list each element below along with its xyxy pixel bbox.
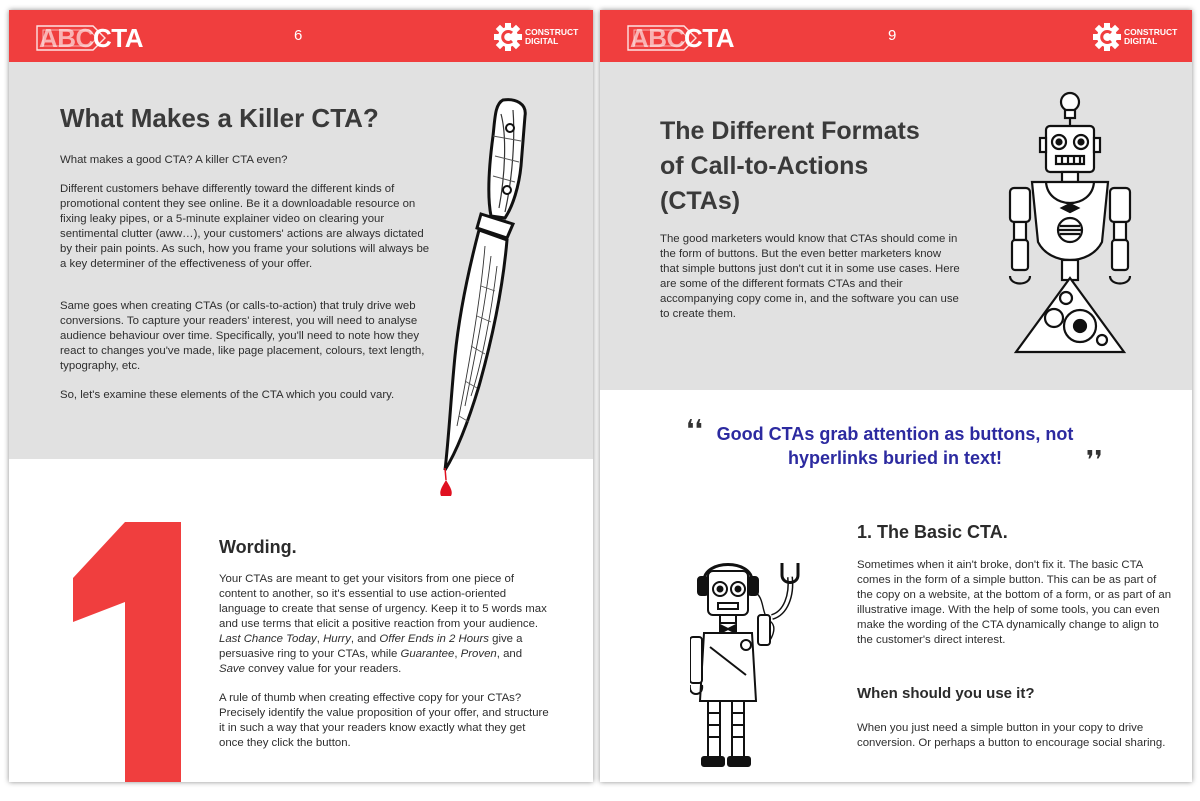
section-title: 1. The Basic CTA. <box>857 522 1008 542</box>
section-number-one <box>73 522 193 782</box>
knife-illustration <box>421 96 533 496</box>
sub-title: When should you use it? <box>857 685 1035 702</box>
logo-prefix: ABC <box>39 23 94 53</box>
robot-lightbulb-illustration <box>1000 90 1140 360</box>
logo-suffix: CTA <box>93 23 144 53</box>
gear-logo-icon <box>1092 22 1122 52</box>
page-number: 9 <box>888 27 897 44</box>
brand-name: CONSTRUCT DIGITAL <box>525 27 579 46</box>
when-paragraph: When you just need a simple button in your copy to drive conversion. Or perhaps a button to encourage social sharing. <box>857 722 1166 749</box>
brand-name: CONSTRUCT DIGITAL <box>1124 27 1178 46</box>
logo-suffix: CTA <box>684 23 735 53</box>
wording-paragraph: A rule of thumb when creating effective copy for your CTAs? Precisely identify the value proposition of your offer, and structure it in such a way that your readers know exactly what they get once they click the button. <box>219 692 549 749</box>
page-title: What Makes a Killer CTA? <box>60 103 379 133</box>
basic-cta-paragraph: Sometimes when it ain't broke, don't fix it. The basic CTA comes in the form of a simple button. This can be as part of the copy on a website, at the bottom of a form, or as part of an illustrative image. With the help of some tools, you can even make the wording of the CTA dynamically change to align to the customer's direct interest. <box>857 559 1172 646</box>
intro-paragraph: Different customers behave differently toward the different kinds of promotional content they see online. Be it a downloadable resource on fixing leaky pipes, or a 5-minute explainer video on clearing your sentimental clutter (aww…), your customers' actions are always dictated by their pain points. As such, how you frame your solutions will always be a key determiner of the effectiveness of your offer. <box>60 183 430 270</box>
page-title: The Different Formats of Call-to-Actions (CTAs) <box>660 117 920 215</box>
page-left <box>9 10 593 782</box>
pull-quote: Good CTAs grab attention as buttons, not hyperlinks buried in text! <box>716 424 1074 468</box>
abc-cta-logo <box>35 20 145 52</box>
section-number: 1 <box>73 522 74 523</box>
page-header <box>9 10 593 62</box>
page-header <box>600 10 1192 62</box>
section-title: Wording. <box>219 537 297 557</box>
gear-logo-icon <box>493 22 523 52</box>
intro-paragraph: The good marketers would know that CTAs should come in the form of buttons. But the even better marketers know that simple buttons just don't cut it in some use cases. Here are some of the different formats CTAs and their accompanying copy come in, and the software you can use to create them. <box>660 233 960 320</box>
robot-headphones-illustration <box>690 555 830 770</box>
quote-open-icon: ❛❛ <box>686 415 703 445</box>
wording-paragraph: Your CTAs are meant to get your visitors from one piece of content to another, so it's essential to use action-oriented language to create that sense of urgency. Keep it to 5 words max and use terms that elicit a positive reaction from your audience. Last Chance Today, Hurry, and Offer Ends in 2 Hours give a persuasive ring to your CTAs, while Guarantee, Proven, and Save convey value for your readers. <box>219 573 547 675</box>
intro-question: What makes a good CTA? A killer CTA even? <box>60 154 288 166</box>
intro-paragraph: Same goes when creating CTAs (or calls-to-action) that truly drive web conversions. To capture your readers' interest, you will need to analyse audience behaviour over time. Specifically, you'll need to note how they react to changes you've made, like page placement, colours, text length, typography, etc. <box>60 300 425 372</box>
intro-paragraph: So, let's examine these elements of the CTA which you could vary. <box>60 389 395 401</box>
page-right <box>600 10 1192 782</box>
page-number: 6 <box>294 27 303 44</box>
logo-prefix: ABC <box>630 23 685 53</box>
quote-close-icon: ❜❜ <box>1086 446 1103 476</box>
abc-cta-logo <box>626 20 736 52</box>
